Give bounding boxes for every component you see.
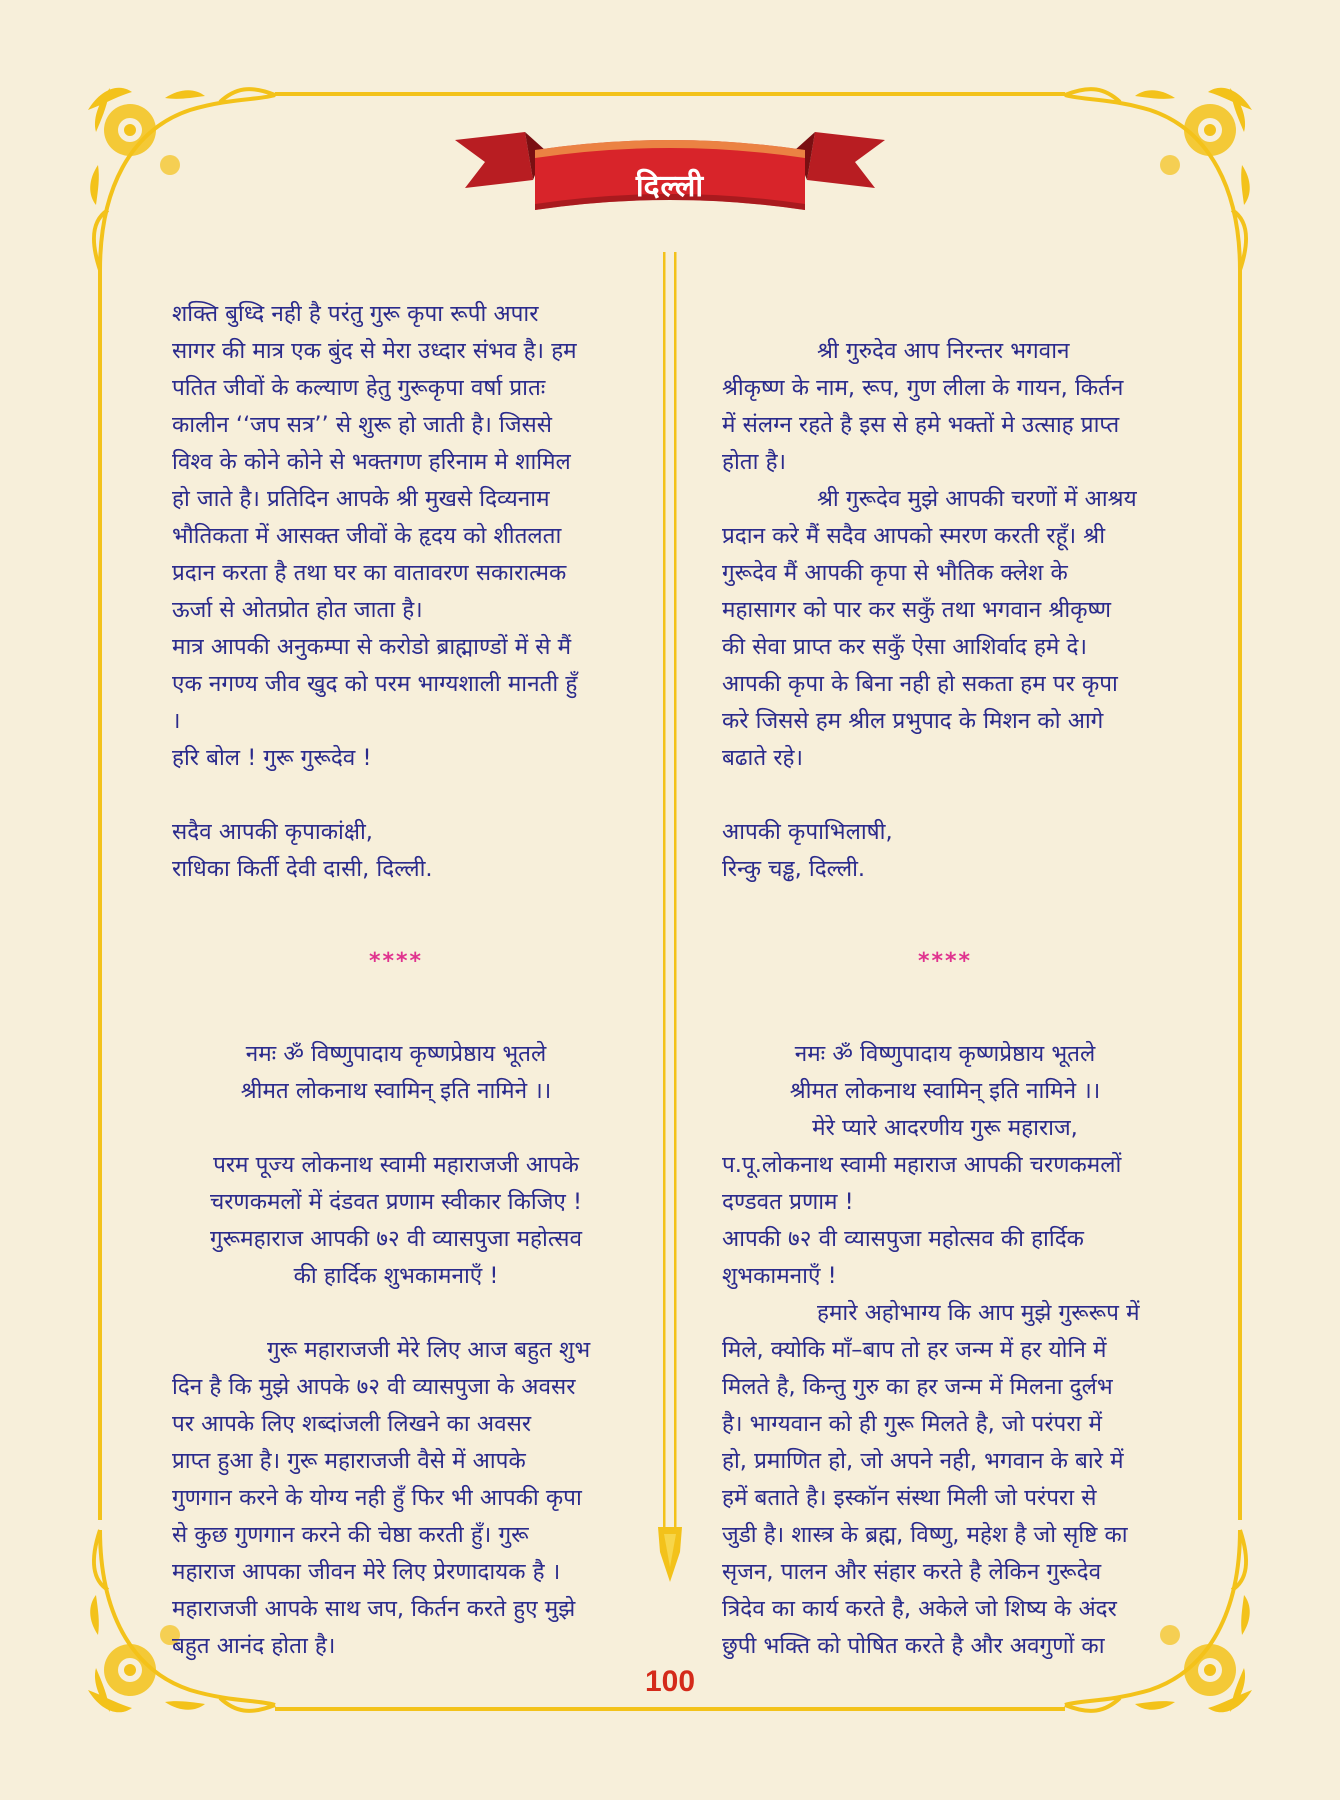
left-paragraph-3 bbox=[172, 1332, 620, 1665]
right-paragraph-1 bbox=[722, 333, 1168, 481]
text-line: बहुत आनंद होता है। bbox=[172, 1633, 336, 1659]
text-line: से कुछ गुणगान करने की चेष्ठा करती हुँ। गुरू bbox=[172, 1522, 529, 1548]
text-line: बढाते रहे। bbox=[722, 745, 803, 771]
right-paragraph-3 bbox=[722, 1147, 1168, 1295]
right-mantra-line-1: नमः ॐ विष्णुपादाय कृष्णप्रेष्ठाय भूतले bbox=[794, 1041, 1096, 1067]
corner-ornament-top-right bbox=[1060, 70, 1270, 280]
text-line: परम पूज्य लोकनाथ स्वामी महाराजजी आपके bbox=[213, 1152, 579, 1178]
page-number: 100 bbox=[644, 1665, 696, 1698]
text-line: मात्र आपकी अनुकम्पा से करोडो ब्राह्माण्डों में से मैं bbox=[172, 634, 572, 660]
column-divider bbox=[650, 252, 690, 1602]
text-line: हो, प्रमाणित हो, जो अपने नही, भगवान के बारे में bbox=[722, 1448, 1124, 1474]
spacer bbox=[722, 888, 1168, 925]
frame-left-line bbox=[98, 265, 102, 1520]
left-paragraph-2 bbox=[172, 629, 620, 740]
right-paragraph-4 bbox=[722, 1295, 1168, 1665]
left-mantra-line-1: नमः ॐ विष्णुपादाय कृष्णप्रेष्ठाय भूतले bbox=[245, 1041, 547, 1067]
frame-right-line bbox=[1238, 265, 1242, 1520]
text-line: करे जिससे हम श्रील प्रभुपाद के मिशन को आगे bbox=[722, 708, 1104, 734]
text-line: सृजन, पालन और संहार करते है लेकिन गुरूदेव bbox=[722, 1559, 1102, 1585]
text-line: मिलते है, किन्तु गुरु का हर जन्म में मिलना दुर्लभ bbox=[722, 1374, 1113, 1400]
text-line: शुभकामनाएँ ! bbox=[722, 1263, 837, 1289]
text-line: जुडी है। शास्त्र के ब्रह्म, विष्णु, महेश है जो सृष्टि का bbox=[722, 1522, 1128, 1548]
text-line: ऊर्जा से ओतप्रोत होत जाता है। bbox=[172, 597, 423, 623]
left-signature-line-1: सदैव आपकी कृपाकांक्षी, bbox=[172, 819, 373, 845]
text-line: महासागर को पार कर सकुँ तथा भगवान श्रीकृष्ण bbox=[722, 597, 1111, 623]
text-line: शक्ति बुध्दि नही है परंतु गुरू कृपा रूपी अपार bbox=[172, 301, 539, 327]
text-line: गुरू महाराजजी मेरे लिए आज बहुत शुभ bbox=[267, 1337, 591, 1363]
text-line: छुपी भक्ति को पोषित करते है और अवगुणों का bbox=[722, 1633, 1105, 1659]
text-line: प्रदान करे मैं सदैव आपको स्मरण करती रहूँ। श्री bbox=[722, 523, 1106, 549]
spacer bbox=[172, 1295, 620, 1332]
left-paragraph-1 bbox=[172, 296, 620, 629]
spacer bbox=[172, 1110, 620, 1147]
spacer bbox=[722, 777, 1168, 814]
text-line: एक नगण्य जीव खुद को परम भाग्यशाली मानती हुँ bbox=[172, 671, 578, 697]
text-line: भौतिकता में आसक्त जीवों के हृदय को शीतलता bbox=[172, 523, 562, 549]
right-paragraph-2 bbox=[722, 481, 1168, 777]
spacer bbox=[172, 777, 620, 814]
right-signature-line-1: आपकी कृपाभिलाषी, bbox=[722, 819, 893, 845]
text-line: कालीन ‘‘जप सत्र’’ से शुरू हो जाती है। जिससे bbox=[172, 412, 552, 438]
text-line: दिन है कि मुझे आपके ७२ वी व्यासपुजा के अवसर bbox=[172, 1374, 576, 1400]
text-line: आपकी ७२ वी व्यासपुजा महोत्सव की हार्दिक bbox=[722, 1226, 1084, 1252]
frame-top-line bbox=[275, 92, 1065, 96]
right-salutation: मेरे प्यारे आदरणीय गुरू महाराज, bbox=[812, 1115, 1078, 1141]
text-line: श्री गुरुदेव आप निरन्तर भगवान bbox=[817, 338, 1070, 364]
right-signature-line-2: रिन्कु चड्ढ, दिल्ली. bbox=[722, 856, 866, 882]
left-column bbox=[172, 296, 620, 1665]
text-line: पतित जीवों के कल्याण हेतु गुरूकृपा वर्षा प्रातः bbox=[172, 375, 546, 401]
left-greeting bbox=[172, 1147, 620, 1295]
text-line: में संलग्न रहते है इस से हमे भक्तों मे उत्साह प्राप्त bbox=[722, 412, 1120, 438]
text-line: गुरूमहाराज आपकी ७२ वी व्यासपुजा महोत्सव bbox=[210, 1226, 582, 1252]
text-line: की सेवा प्राप्त कर सकुँ ऐसा आशिर्वाद हमे दे। bbox=[722, 634, 1087, 660]
text-line: दण्डवत प्रणाम ! bbox=[722, 1189, 854, 1215]
right-mantra-line-2: श्रीमत लोकनाथ स्वामिन् इति नामिने ।। bbox=[789, 1078, 1101, 1104]
text-line: हमारे अहोभाग्य कि आप मुझे गुरूरूप में bbox=[817, 1300, 1140, 1326]
text-line: महाराजजी आपके साथ जप, किर्तन करते हुए मुझे bbox=[172, 1596, 576, 1622]
text-line: होता है। bbox=[722, 449, 787, 475]
right-separator-stars: **** bbox=[917, 949, 973, 974]
left-signature-line-2: राधिका किर्ती देवी दासी, दिल्ली. bbox=[172, 856, 433, 882]
text-line: गुणगान करने के योग्य नही हुँ फिर भी आपकी कृपा bbox=[172, 1485, 582, 1511]
text-line: की हार्दिक शुभकामनाएँ ! bbox=[293, 1263, 499, 1289]
frame-bottom-line bbox=[275, 1707, 1065, 1711]
text-line: हो जाते है। प्रतिदिन आपके श्री मुखसे दिव्यनाम bbox=[172, 486, 550, 512]
spacer bbox=[172, 999, 620, 1036]
text-line: गुरूदेव मैं आपकी कृपा से भौतिक क्लेश के bbox=[722, 560, 1068, 586]
text-line: श्री गुरूदेव मुझे आपकी चरणों में आश्रय bbox=[817, 486, 1137, 512]
text-line: विश्व के कोने कोने से भक्तगण हरिनाम मे शामिल bbox=[172, 449, 571, 475]
spacer bbox=[172, 888, 620, 925]
spacer bbox=[722, 999, 1168, 1036]
title-banner bbox=[455, 110, 885, 230]
left-mantra-line-2: श्रीमत लोकनाथ स्वामिन् इति नामिने ।। bbox=[240, 1078, 552, 1104]
corner-ornament-top-left bbox=[70, 70, 280, 280]
text-line: सागर की मात्र एक बुंद से मेरा उध्दार संभव है। हम bbox=[172, 338, 577, 364]
right-column bbox=[722, 333, 1168, 1665]
text-line: प्रदान करता है तथा घर का वातावरण सकारात्मक bbox=[172, 560, 567, 586]
banner-title: दिल्ली bbox=[635, 169, 705, 204]
text-line: त्रिदेव का कार्य करते है, अकेले जो शिष्य के अंदर bbox=[722, 1596, 1117, 1622]
text-line: महाराज आपका जीवन मेरे लिए प्रेरणादायक है । bbox=[172, 1559, 561, 1585]
text-line: हमें बताते है। इस्कॉन संस्था मिली जो परंपरा से bbox=[722, 1485, 1097, 1511]
text-line: प.पू.लोकनाथ स्वामी महाराज आपकी चरणकमलों bbox=[722, 1152, 1122, 1178]
text-line: । bbox=[172, 708, 181, 734]
text-line: है। भाग्यवान को ही गुरू मिलते है, जो परंपरा में bbox=[722, 1411, 1102, 1437]
text-line: चरणकमलों में दंडवत प्रणाम स्वीकार किजिए ! bbox=[209, 1189, 583, 1215]
text-line: पर आपके लिए शब्दांजली लिखने का अवसर bbox=[172, 1411, 532, 1437]
left-haribol: हरि बोल ! गुरू गुरूदेव ! bbox=[172, 745, 372, 771]
text-line: प्राप्त हुआ है। गुरू महाराजजी वैसे में आपके bbox=[172, 1448, 526, 1474]
left-separator-stars: **** bbox=[368, 949, 424, 974]
text-line: श्रीकृष्ण के नाम, रूप, गुण लीला के गायन, किर्तन bbox=[722, 375, 1124, 401]
text-line: आपकी कृपा के बिना नही हो सकता हम पर कृपा bbox=[722, 671, 1118, 697]
text-line: मिले, क्योकि माँ–बाप तो हर जन्म में हर योनि में bbox=[722, 1337, 1107, 1363]
